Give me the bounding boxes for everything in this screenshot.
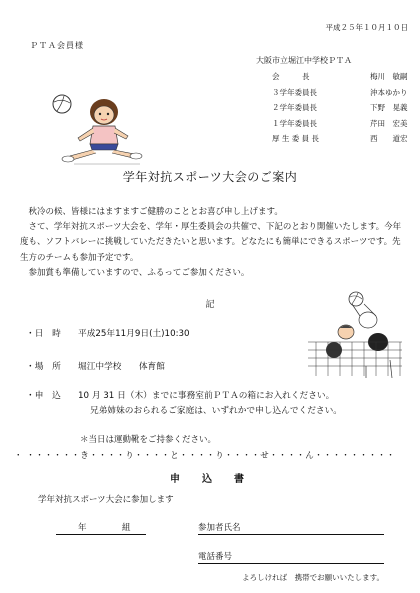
officer-name: 沖本ゆかり xyxy=(370,87,408,97)
detail-datetime xyxy=(26,327,190,339)
officer-row xyxy=(272,131,408,147)
note-shoes: ＊当日は運動靴をご持参ください。 xyxy=(80,435,217,445)
detail-value: 堀江中学校 体育館 xyxy=(78,362,165,372)
officer-row xyxy=(272,116,408,132)
grade-label: 年 xyxy=(78,523,87,533)
participant-label: 参加者氏名 xyxy=(198,523,241,533)
sender-organization: 大阪市立堀江中学校ＰＴＡ xyxy=(256,56,352,65)
form-title: 申 込 書 xyxy=(170,474,250,485)
participant-name-field[interactable] xyxy=(198,521,384,535)
body-paragraph: 秋冷の候、皆様にはますますご健勝のこととお喜び申し上げます。 xyxy=(28,207,283,217)
ki-heading: 記 xyxy=(205,300,215,310)
officer-role: １学年委員長 xyxy=(272,118,317,128)
detail-label: ・申 込 xyxy=(26,391,61,401)
officer-role: 会 長 xyxy=(272,72,310,81)
detail-value: 10 月 31 日（木）までに事務室前ＰＴＡの箱にお入れください。 xyxy=(78,391,335,401)
body-paragraph: さて、学年対抗スポーツ大会を、学年・厚生委員会の共催で、下記のとおり開催いたします。今年度も、ソフトバレーに挑戦していただきたいと思います。どなたにも簡単にできるスポーツです。先生方のチームも参加予定です。 xyxy=(20,222,402,263)
body-paragraph: 参加賞も準備していますので、ふるってご参加ください。 xyxy=(28,267,250,278)
closing-note: よろしければ 携帯でお願いいたします。 xyxy=(242,573,384,582)
date: 平成２５年１０月１０日 xyxy=(325,23,408,32)
detail-apply xyxy=(26,389,334,401)
officer-role: ３学年委員長 xyxy=(272,87,317,97)
officer-name: 芹田 宏美 xyxy=(370,118,408,128)
detail-label: ・場 所 xyxy=(26,362,61,372)
grade-class-field[interactable] xyxy=(56,521,146,535)
detail-label: ・日 時 xyxy=(26,329,61,339)
document-title: 学年対抗スポーツ大会のご案内 xyxy=(122,170,298,184)
class-label: 組 xyxy=(122,523,131,533)
officer-row xyxy=(272,100,408,116)
phone-label: 電話番号 xyxy=(198,552,233,562)
cut-line: ・ ・・・・・・き・・・・り・・・・と・・・・り・・・・せ・・・・ん・・・・・・・・・ xyxy=(14,451,396,461)
volleyball-girl-illustration xyxy=(44,90,144,168)
detail-apply-note: 兄弟姉妹のおられるご家庭は、いずれかで申し込んでください。 xyxy=(90,406,342,416)
officer-role: ２学年委員長 xyxy=(272,103,317,112)
officer-role: 厚 生 委 員 長 xyxy=(272,134,320,143)
officer-row xyxy=(272,85,408,101)
officer-name: 梅川 敏嗣 xyxy=(370,72,408,81)
addressee: ＰＴＡ会員様 xyxy=(30,41,84,50)
body-text xyxy=(20,205,404,281)
form-statement: 学年対抗スポーツ大会に参加します xyxy=(38,495,174,505)
detail-place xyxy=(26,360,165,372)
detail-value: 平成25年11月9日(土)10:30 xyxy=(78,329,190,339)
volleyball-net-illustration xyxy=(306,290,404,380)
phone-field[interactable] xyxy=(198,550,384,564)
officer-list xyxy=(272,69,408,147)
officer-row xyxy=(272,69,408,85)
officer-name: 西 道宏 xyxy=(370,134,408,143)
officer-name: 下野 晃義 xyxy=(370,103,408,112)
